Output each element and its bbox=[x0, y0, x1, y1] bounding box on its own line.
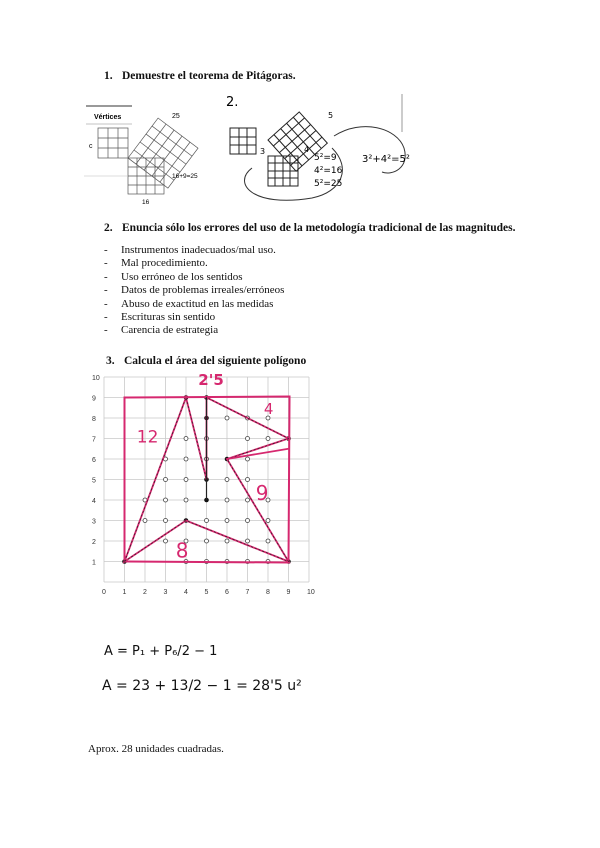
list-item: - Uso erróneo de los sentidos bbox=[104, 270, 243, 283]
side-a-label: c bbox=[89, 143, 93, 150]
x-tick-label: 9 bbox=[286, 589, 291, 596]
list-item: - Datos de problemas irreales/erróneos bbox=[104, 284, 285, 297]
equation-label: 16+9=25 bbox=[172, 173, 198, 180]
question-2-text: Enuncia sólo los errores del uso de la metodología tradicional de las magnitudes. bbox=[122, 222, 516, 234]
lattice-point bbox=[184, 498, 188, 502]
error-item-text: Datos de problemas irreales/erróneos bbox=[121, 284, 285, 297]
x-tick-label: 7 bbox=[245, 589, 250, 596]
list-item: - Abuso de exactitud en las medidas bbox=[104, 297, 274, 310]
y-tick-label: 1 bbox=[92, 559, 96, 567]
list-item: - Instrumentos inadecuados/mal uso. bbox=[104, 244, 276, 256]
question-1-text: Demuestre el teorema de Pitágoras. bbox=[122, 70, 296, 82]
lattice-point bbox=[164, 539, 168, 543]
lattice-point bbox=[164, 519, 168, 523]
pythagoras-figure-handwritten bbox=[222, 88, 412, 210]
lattice-point bbox=[225, 519, 229, 523]
y-tick-label: 8 bbox=[92, 416, 96, 423]
question-1-number: 1. bbox=[104, 70, 113, 82]
error-item-text: Escrituras sin sentido bbox=[121, 311, 216, 324]
annotation-right-top: 4 bbox=[263, 399, 274, 418]
lattice-point bbox=[225, 478, 229, 482]
hand-eq-2: 4²=16 bbox=[314, 166, 343, 176]
question-2-title bbox=[104, 222, 515, 234]
annotation-left: 12 bbox=[136, 427, 159, 448]
lattice-point bbox=[266, 539, 270, 543]
lattice-point bbox=[246, 519, 250, 523]
y-tick-label: 2 bbox=[92, 539, 96, 546]
lattice-point bbox=[225, 416, 229, 420]
hand-num-3: 3 bbox=[260, 147, 266, 156]
annotation-right: 9 bbox=[255, 481, 269, 505]
polygon-grid-figure bbox=[82, 372, 327, 604]
annotation-stroke bbox=[227, 449, 289, 459]
y-tick-label: 9 bbox=[92, 395, 96, 403]
list-item: - Escrituras sin sentido bbox=[104, 311, 216, 324]
table-label: Vértices bbox=[94, 114, 122, 121]
question-1-title bbox=[104, 70, 296, 82]
lattice-point bbox=[266, 519, 270, 523]
x-tick-label: 2 bbox=[143, 589, 147, 596]
lattice-point bbox=[184, 437, 188, 441]
y-tick-label: 7 bbox=[92, 436, 96, 444]
lattice-point bbox=[164, 498, 168, 502]
error-item-text: Mal procedimiento. bbox=[121, 257, 208, 270]
error-item-text: Instrumentos inadecuados/mal uso. bbox=[121, 244, 276, 256]
lattice-point bbox=[205, 519, 209, 523]
x-tick-label: 6 bbox=[225, 589, 229, 596]
lattice-point bbox=[143, 519, 147, 523]
lattice-point bbox=[246, 478, 250, 482]
question-2-number: 2. bbox=[104, 222, 113, 234]
annotation-bottom: 8 bbox=[175, 538, 189, 563]
hand-left-square bbox=[230, 128, 256, 154]
lattice-point bbox=[266, 437, 270, 441]
lattice-point bbox=[184, 478, 188, 482]
hand-eq-1: 5²=9 bbox=[314, 153, 337, 163]
lattice-point bbox=[164, 478, 168, 482]
error-item-text: Carencia de estrategia bbox=[121, 324, 219, 337]
approx-answer: Aprox. 28 unidades cuadradas. bbox=[88, 743, 224, 755]
hand-eq-3: 5²=25 bbox=[314, 179, 343, 189]
lattice-point bbox=[246, 498, 250, 502]
formula-line-2: A = 23 + 13/2 − 1 = 28'5 u² bbox=[102, 678, 302, 694]
bottom-square-grid bbox=[128, 158, 164, 194]
x-tick-label: 1 bbox=[122, 589, 127, 596]
error-item-text: Uso erróneo de los sentidos bbox=[121, 270, 243, 283]
x-tick-label: 5 bbox=[204, 589, 209, 596]
lattice-point bbox=[246, 457, 250, 461]
lattice-point bbox=[184, 457, 188, 461]
hand-eq-4: 3²+4²=5² bbox=[362, 154, 410, 165]
hand-num-5: 5 bbox=[328, 111, 334, 120]
x-tick-label: 8 bbox=[266, 589, 270, 596]
list-item: - Carencia de estrategia bbox=[104, 324, 219, 337]
x-tick-label: 4 bbox=[184, 589, 188, 596]
question-3-number: 3. bbox=[106, 355, 115, 367]
hand-num-4: 4 bbox=[304, 145, 310, 154]
area-25-label: 25 bbox=[172, 113, 180, 120]
x-tick-label: 0 bbox=[102, 589, 106, 596]
pythagoras-figure-printed bbox=[84, 98, 224, 208]
lattice-point bbox=[246, 437, 250, 441]
hand-bottom-square bbox=[268, 156, 298, 186]
lattice-point bbox=[225, 498, 229, 502]
bottom-label: 16 bbox=[142, 199, 150, 206]
list-item: - Mal procedimiento. bbox=[104, 257, 208, 270]
error-item-text: Abuso de exactitud en las medidas bbox=[121, 297, 274, 310]
x-tick-label: 3 bbox=[163, 589, 168, 596]
errors-list bbox=[104, 244, 284, 338]
lattice-point bbox=[246, 539, 250, 543]
y-tick-label: 5 bbox=[92, 477, 96, 485]
left-square-grid bbox=[98, 128, 128, 158]
x-tick-label: 10 bbox=[307, 589, 315, 596]
question-3-title bbox=[106, 355, 306, 367]
hand-label-2: 2. bbox=[226, 95, 239, 110]
y-tick-label: 10 bbox=[92, 375, 100, 382]
annotation-top: 2'5 bbox=[198, 372, 224, 390]
lattice-point bbox=[205, 539, 209, 543]
formula-line-1: A = P₁ + P₆/2 − 1 bbox=[104, 644, 218, 659]
y-tick-label: 6 bbox=[92, 457, 96, 464]
question-3-text: Calcula el área del siguiente polígono bbox=[124, 355, 307, 367]
y-tick-label: 4 bbox=[92, 498, 96, 505]
lattice-point bbox=[225, 539, 229, 543]
y-tick-label: 3 bbox=[92, 518, 96, 526]
